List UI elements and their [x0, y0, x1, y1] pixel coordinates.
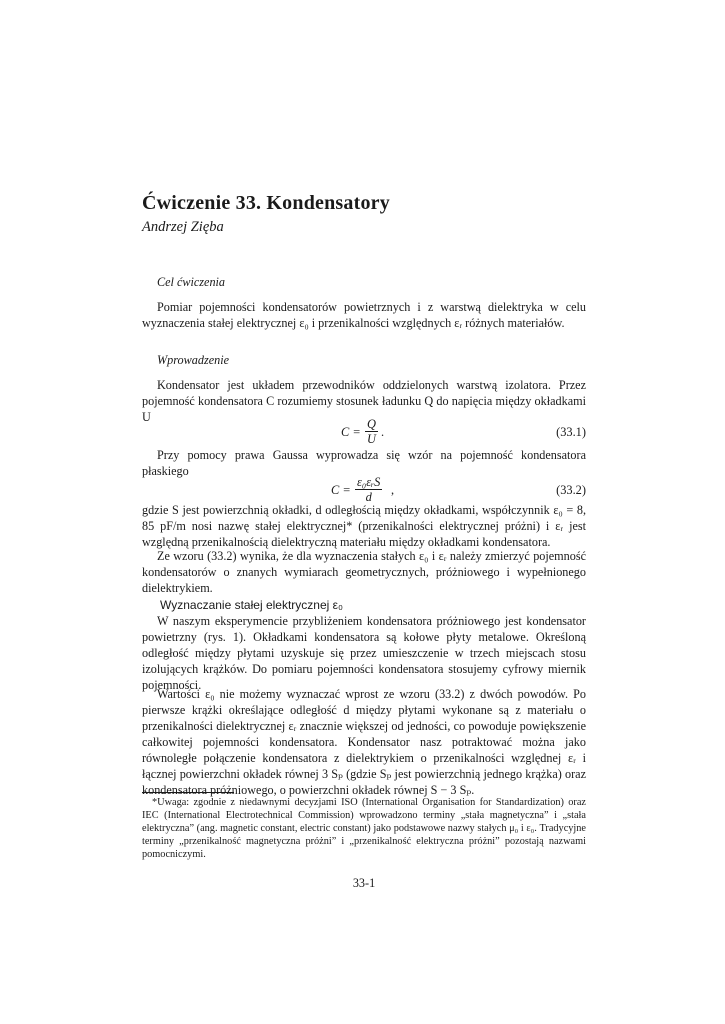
- fraction-numerator: Q: [367, 417, 376, 431]
- page-number: 33-1: [352, 876, 376, 890]
- subsection-heading: Wyznaczanie stałej elektrycznej ε₀: [160, 598, 343, 612]
- equation-fraction: [365, 418, 378, 446]
- equation-33-2: [142, 476, 586, 504]
- equation-33-1: [142, 418, 586, 446]
- section-heading-cel: Cel ćwiczenia: [157, 275, 226, 289]
- equation-number: (33.2): [556, 483, 586, 497]
- author: Andrzej Zięba: [142, 219, 224, 235]
- equation-punctuation: ,: [391, 483, 395, 497]
- paragraph-gauss: Przy pomocy prawa Gaussa wyprowadza się wzór na pojemność kondensatora płaskiego: [142, 448, 586, 478]
- paragraph-wartosci: Wartości ε₀ nie możemy wyznaczać wprost ze wzoru (33.2) z dwóch powodów. Po pierwsze krążki określające odległość d między płytami wykonane są z materiału o przenikalności dielektrycznej εᵣ znacznie większej od jedności, co powoduje powiększenie całkowitej pojemności kondensatora. Kondensator nasz potraktować można jako równoległe połączenie kondensatora z dielektrykiem o przenikalności względnej εᵣ i łącznej powierzchni okładek równej 3 Sₚ (gdzie Sₚ jest powierzchnią jednego krążka) oraz kondensatora próżniowego, o powierzchni okładek równej S − 3 Sₚ.: [142, 687, 586, 797]
- fraction-denominator: U: [367, 432, 376, 446]
- footnote-rule: [142, 792, 234, 793]
- fraction-numerator: ε₀εᵣS: [357, 475, 381, 489]
- paragraph-cel: Pomiar pojemności kondensatorów powietrznych i z warstwą dielektryka w celu wyznaczenia stałej elektrycznej ε₀ i przenikalności względnych εᵣ różnych materiałów.: [142, 300, 586, 330]
- fraction-denominator: d: [365, 490, 372, 504]
- equation-lhs: C =: [331, 483, 351, 497]
- equation-fraction: [355, 476, 382, 504]
- equation-punctuation: .: [381, 425, 385, 439]
- paragraph-intro: Kondensator jest układem przewodników oddzielonych warstwą izolatora. Przez pojemność kondensatora C rozumiemy stosunek ładunku Q do napięcia między okładkami U: [142, 378, 586, 424]
- footnote: *Uwaga: zgodnie z niedawnymi decyzjami ISO (International Organisation for Standardization) oraz IEC (International Electrotechnical Commission) wprowadzono terminy „stała magnetyczna” i „stała elektryczna” (ang. magnetic constant, electric constant) jako podstawowe nazwy stałych μ₀ i ε₀. Tradycyjne terminy „przenikalność magnetyczna próżni” i „przenikalność elektryczna próżni” pozostają nazwami pomocniczymi.: [142, 797, 586, 860]
- section-heading-wprowadzenie: Wprowadzenie: [157, 353, 229, 367]
- page-title: Ćwiczenie 33. Kondensatory: [142, 192, 390, 214]
- paragraph-gdzie: gdzie S jest powierzchnią okładki, d odległością między okładkami, współczynnik ε₀ = 8, 85 pF/m nosi nazwę stałej elektrycznej* (przenikalności elektrycznej próżni) i εᵣ jest względną przenikalnością dielektryczną materiału między okładkami kondensatora.: [142, 503, 586, 549]
- equation-lhs: C =: [341, 425, 361, 439]
- equation-number: (33.1): [556, 425, 586, 439]
- paragraph-wzoru: Ze wzoru (33.2) wynika, że dla wyznaczenia stałych ε₀ i εᵣ należy zmierzyć pojemność kondensatorów o znanych wymiarach geometrycznych, próżniowego i wypełnionego dielektrykiem.: [142, 549, 586, 595]
- paragraph-eksperyment: W naszym eksperymencie przybliżeniem kondensatora próżniowego jest kondensator powietrzny (rys. 1). Okładkami kondensatora są kołowe płyty metalowe. Określoną odległość między płytami uzyskuje się przez umieszczenie w trzech miejscach stosu izolujących krążków. Do pomiaru pojemności kondensatora stosujemy cyfrowy miernik pojemności.: [142, 614, 586, 692]
